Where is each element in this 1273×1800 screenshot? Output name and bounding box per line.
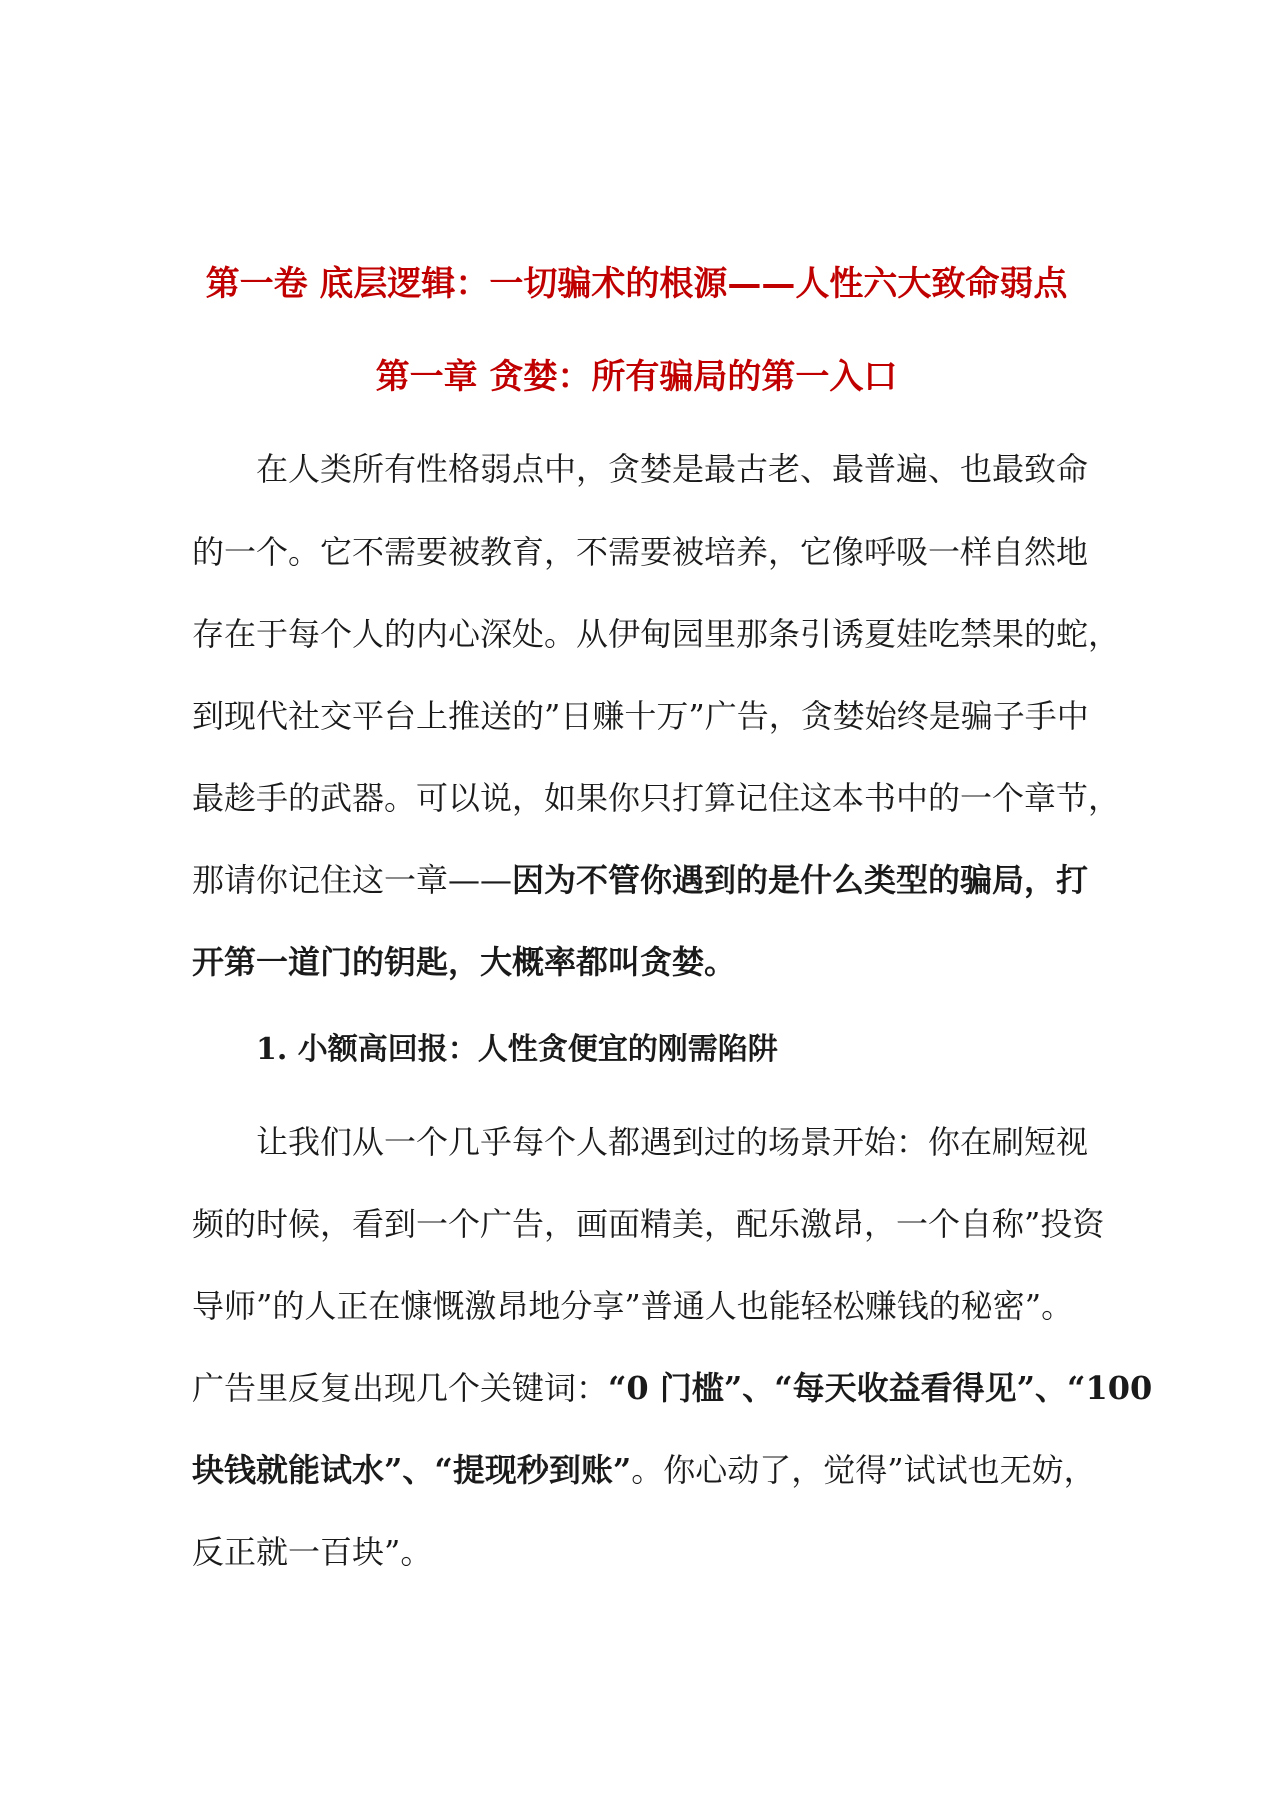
paragraph-line	[192, 858, 1092, 902]
paragraph-line	[192, 1448, 1096, 1492]
emphasis-text: “0 门槛”、“每天收益看得见”、“100	[608, 1369, 1153, 1407]
paragraph-line	[192, 1366, 1153, 1410]
paragraph-line: 反正就一百块”。	[192, 1533, 433, 1571]
paragraph-line: 最趁手的武器。可以说，如果你只打算记住这本书中的一个章节，	[192, 779, 1121, 817]
chapter-title: 第一章 贪婪：所有骗局的第一入口	[375, 357, 898, 397]
paragraph-line: 频的时候，看到一个广告，画面精美，配乐激昂，一个自称”投资	[192, 1205, 1105, 1243]
volume-title: 第一卷 底层逻辑：一切骗术的根源——人性六大致命弱点	[205, 264, 1068, 304]
paragraph-line: 存在于每个人的内心深处。从伊甸园里那条引诱夏娃吃禁果的蛇，	[192, 615, 1121, 653]
paragraph-line: 导师”的人正在慷慨激昂地分享”普通人也能轻松赚钱的秘密”。	[192, 1287, 1074, 1325]
text-run: 广告里反复出现几个关键词：	[192, 1369, 609, 1407]
emphasis-text: 因为不管你遇到的是什么类型的骗局，打	[512, 861, 1089, 899]
text-run: 。你心动了，觉得”试试也无妨，	[631, 1451, 1096, 1489]
paragraph-line: 让我们从一个几乎每个人都遇到过的场景开始：你在刷短视	[256, 1123, 1089, 1161]
paragraph-line: 的一个。它不需要被教育，不需要被培养，它像呼吸一样自然地	[192, 533, 1089, 571]
paragraph-line: 到现代社交平台上推送的”日赚十万”广告，贪婪始终是骗子手中	[192, 697, 1089, 735]
section-title: 1. 小额高回报：人性贪便宜的刚需陷阱	[256, 1032, 778, 1067]
emphasis-text: 块钱就能试水”、“提现秒到账”	[192, 1451, 632, 1489]
paragraph-line: 在人类所有性格弱点中，贪婪是最古老、最普遍、也最致命	[256, 450, 1089, 488]
emphasis-text: 开第一道门的钥匙，大概率都叫贪婪。	[192, 943, 737, 981]
text-run: 那请你记住这一章——	[192, 861, 513, 899]
